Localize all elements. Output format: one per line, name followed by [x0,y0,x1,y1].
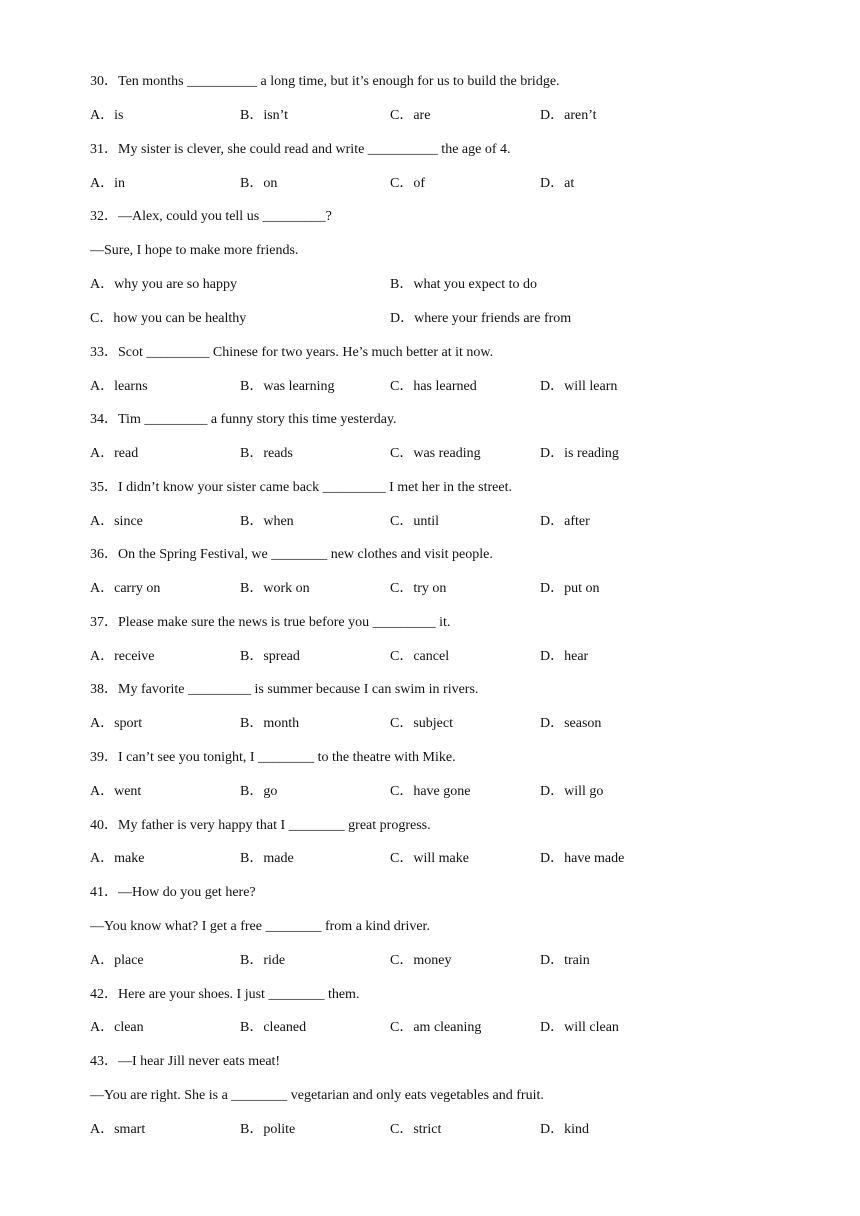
option-c: C．will make [390,851,469,866]
option-c: C．try on [390,581,447,596]
option-b: B．month [240,716,300,731]
question-stem: 33．Scot _________ Chinese for two years. He’s much better at it now. [90,345,494,360]
option-a: A．sport [90,716,143,731]
option-b: B．what you expect to do [390,277,537,292]
option-d: D．aren’t [540,108,597,123]
question-stem: 31．My sister is clever, she could read and write __________ the age of 4. [90,142,511,157]
options-row [90,1120,820,1140]
option-a: A．why you are so happy [90,277,237,292]
option-d: D．season [540,716,602,731]
option-a: A．in [90,176,125,191]
question-stem: 38．My favorite _________ is summer because I can swim in rivers. [90,682,479,697]
option-b: B．isn’t [240,108,288,123]
option-c: C．of [390,176,425,191]
question-reply: —You know what? I get a free ________ from a kind driver. [90,919,430,934]
option-c: C．money [390,953,452,968]
options-row [90,782,820,802]
options-row [90,309,820,329]
question-reply: —Sure, I hope to make more friends. [90,243,299,258]
option-b: B．ride [240,953,286,968]
option-b: B．made [240,851,294,866]
option-d: D．hear [540,649,589,664]
question-stem: 42．Here are your shoes. I just ________ them. [90,987,360,1002]
option-c: C．how you can be healthy [90,311,247,326]
option-b: B．when [240,514,294,529]
options-row [90,714,820,734]
options-row [90,174,820,194]
question-reply: —You are right. She is a ________ vegetarian and only eats vegetables and fruit. [90,1088,544,1103]
option-d: D．will learn [540,379,618,394]
option-b: B．spread [240,649,300,664]
question-stem: 39．I can’t see you tonight, I ________ to the theatre with Mike. [90,750,456,765]
option-c: C．subject [390,716,453,731]
option-c: C．strict [390,1122,442,1137]
option-c: C．am cleaning [390,1020,482,1035]
option-a: A．read [90,446,139,461]
options-row [90,512,820,532]
question-stem: 37．Please make sure the news is true before you _________ it. [90,615,451,630]
option-d: D．after [540,514,590,529]
option-a: A．receive [90,649,155,664]
option-d: D．at [540,176,575,191]
option-a: A．smart [90,1122,146,1137]
options-row [90,579,820,599]
question-stem: 35．I didn’t know your sister came back _________ I met her in the street. [90,480,512,495]
option-c: C．have gone [390,784,471,799]
option-d: D．have made [540,851,625,866]
options-row [90,444,820,464]
option-d: D．will clean [540,1020,619,1035]
option-a: A．make [90,851,145,866]
option-d: D．train [540,953,590,968]
option-a: A．went [90,784,142,799]
option-c: C．cancel [390,649,450,664]
options-row [90,275,820,295]
option-d: D．will go [540,784,604,799]
option-a: A．clean [90,1020,144,1035]
option-d: D．put on [540,581,600,596]
options-row [90,377,820,397]
question-stem: 36．On the Spring Festival, we ________ new clothes and visit people. [90,547,493,562]
option-b: B．go [240,784,278,799]
option-a: A．is [90,108,124,123]
option-a: A．place [90,953,144,968]
options-row [90,849,820,869]
question-stem: 40．My father is very happy that I ________ great progress. [90,818,431,833]
question-stem: 43．—I hear Jill never eats meat! [90,1054,281,1069]
options-row [90,1018,820,1038]
option-b: B．polite [240,1122,296,1137]
option-b: B．reads [240,446,293,461]
option-b: B．was learning [240,379,335,394]
question-stem: 34．Tim _________ a funny story this time yesterday. [90,412,397,427]
option-a: A．carry on [90,581,161,596]
option-b: B．cleaned [240,1020,307,1035]
question-stem: 32．—Alex, could you tell us _________? [90,209,332,224]
options-row [90,951,820,971]
option-a: A．since [90,514,143,529]
option-d: D．where your friends are from [390,311,572,326]
option-b: B．work on [240,581,310,596]
option-d: D．is reading [540,446,619,461]
options-row [90,106,820,126]
options-row [90,647,820,667]
option-b: B．on [240,176,278,191]
option-a: A．learns [90,379,148,394]
option-c: C．has learned [390,379,477,394]
question-stem: 30．Ten months __________ a long time, but it’s enough for us to build the bridge. [90,74,560,89]
option-d: D．kind [540,1122,589,1137]
option-c: C．are [390,108,431,123]
option-c: C．until [390,514,440,529]
question-stem: 41．—How do you get here? [90,885,256,900]
option-c: C．was reading [390,446,481,461]
